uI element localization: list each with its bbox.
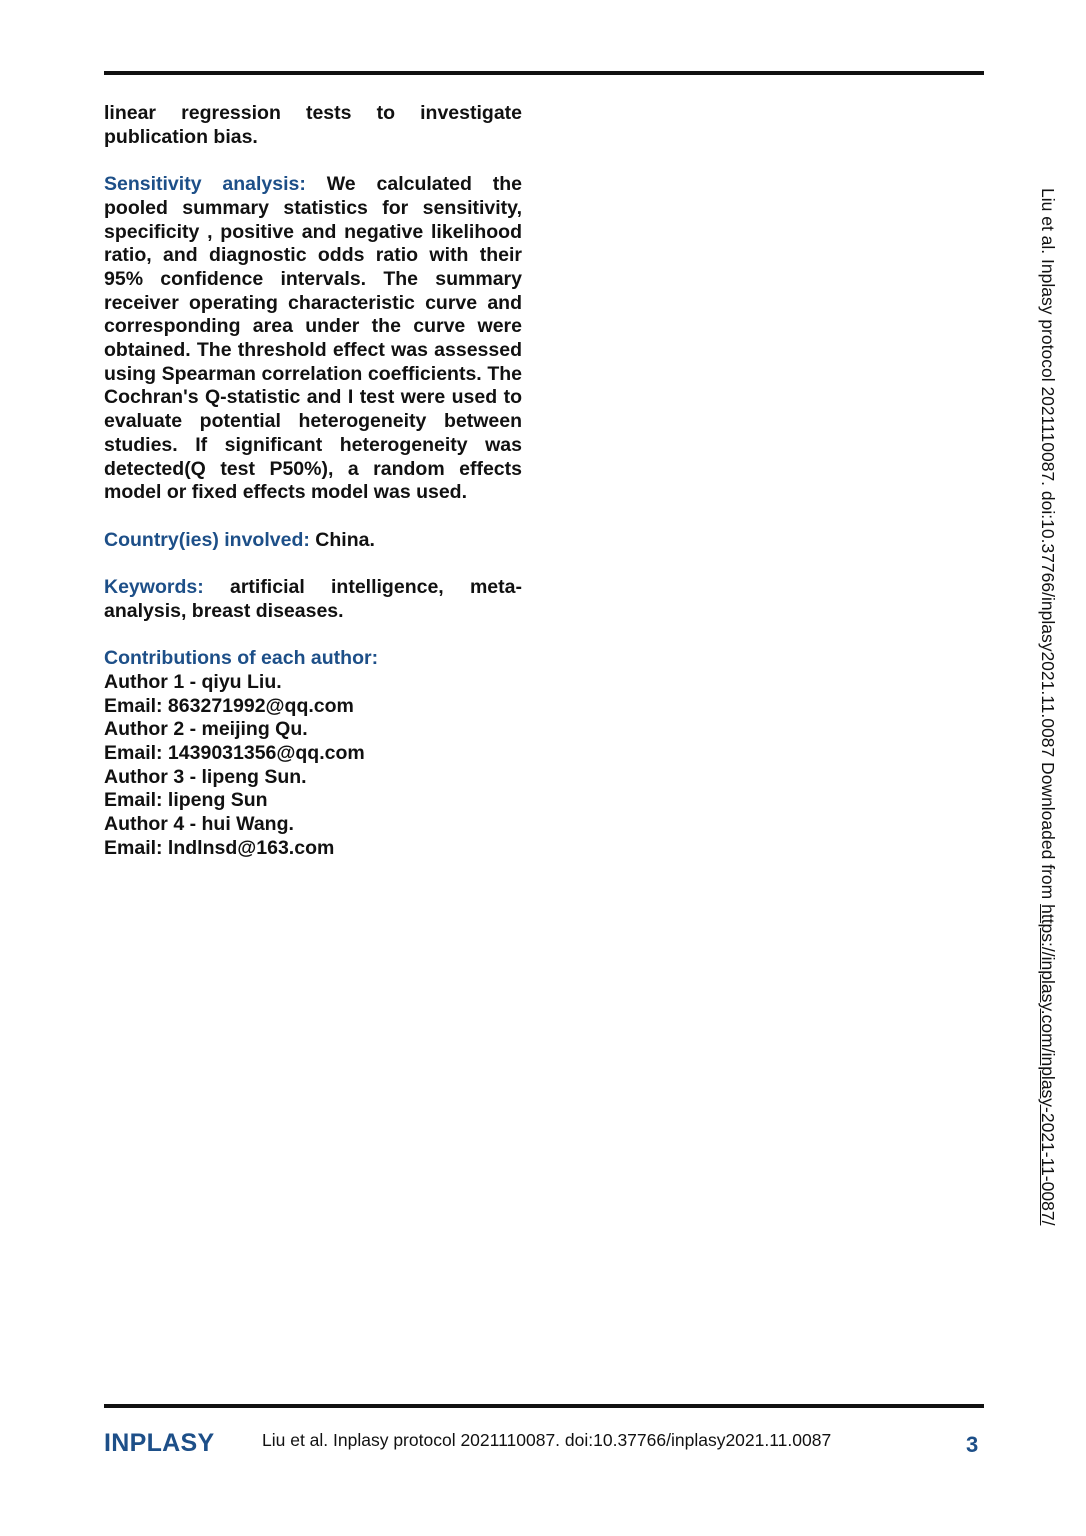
page-number: 3 bbox=[966, 1432, 979, 1457]
author-2-line: Author 2 - meijing Qu. bbox=[104, 718, 308, 741]
author-1-email: Email: 863271992@qq.com bbox=[104, 694, 354, 717]
countries-label: Country(ies) involved: bbox=[104, 528, 310, 551]
author-3-line: Author 3 - lipeng Sun. bbox=[104, 765, 307, 788]
intro-paragraph: linear regression tests to investigate publication bias. bbox=[104, 102, 522, 148]
sensitivity-text: We calculated the pooled summary statistics for sensitivity, specificity , positive and negative likelihood ratio, and diagnostic odds ratio with their 95% confidence intervals. The summary receiver operating characteristic curve and corresponding area under the curve were obtained. The threshold effect was assessed using Spearman correlation coefficients. The Cochran's Q-statistic and I test were used to evaluate potential heterogeneity between studies. If significant heterogeneity was detected(Q test P50%), a random effects model or fixed effects model was used. bbox=[104, 173, 523, 504]
contributions-label: Contributions of each author: bbox=[104, 647, 379, 670]
keywords-label: Keywords: bbox=[104, 576, 204, 599]
download-side-note bbox=[1038, 188, 1058, 1298]
author-4-email: Email: lndlnsd@163.com bbox=[104, 836, 335, 859]
side-note-text: Liu et al. Inplasy protocol 2021110087. doi:10.37766/inplasy2021.11.0087 Downloaded from bbox=[1038, 188, 1058, 900]
footer-rule bbox=[104, 1404, 984, 1408]
sensitivity-paragraph bbox=[104, 173, 522, 505]
side-note-link[interactable]: https://inplasy.com/inplasy-2021-11-0087/ bbox=[1038, 904, 1058, 1226]
author-3-email: Email: lipeng Sun bbox=[104, 789, 268, 812]
author-2-email: Email: 1439031356@qq.com bbox=[104, 741, 365, 764]
inplasy-logo: INPLASY bbox=[104, 1429, 215, 1457]
countries-paragraph bbox=[104, 529, 522, 553]
sensitivity-label: Sensitivity analysis: bbox=[104, 173, 306, 196]
author-1-line: Author 1 - qiyu Liu. bbox=[104, 670, 282, 693]
header-rule bbox=[104, 71, 984, 75]
contributions-section bbox=[104, 647, 522, 860]
main-column bbox=[104, 102, 522, 860]
countries-text: China. bbox=[315, 528, 375, 551]
keywords-text: artificial intelligence, meta-analysis, breast diseases. bbox=[104, 576, 522, 622]
author-4-line: Author 4 - hui Wang. bbox=[104, 813, 294, 836]
keywords-paragraph bbox=[104, 576, 522, 623]
footer-citation: Liu et al. Inplasy protocol 2021110087. doi:10.37766/inplasy2021.11.0087 bbox=[262, 1430, 832, 1450]
